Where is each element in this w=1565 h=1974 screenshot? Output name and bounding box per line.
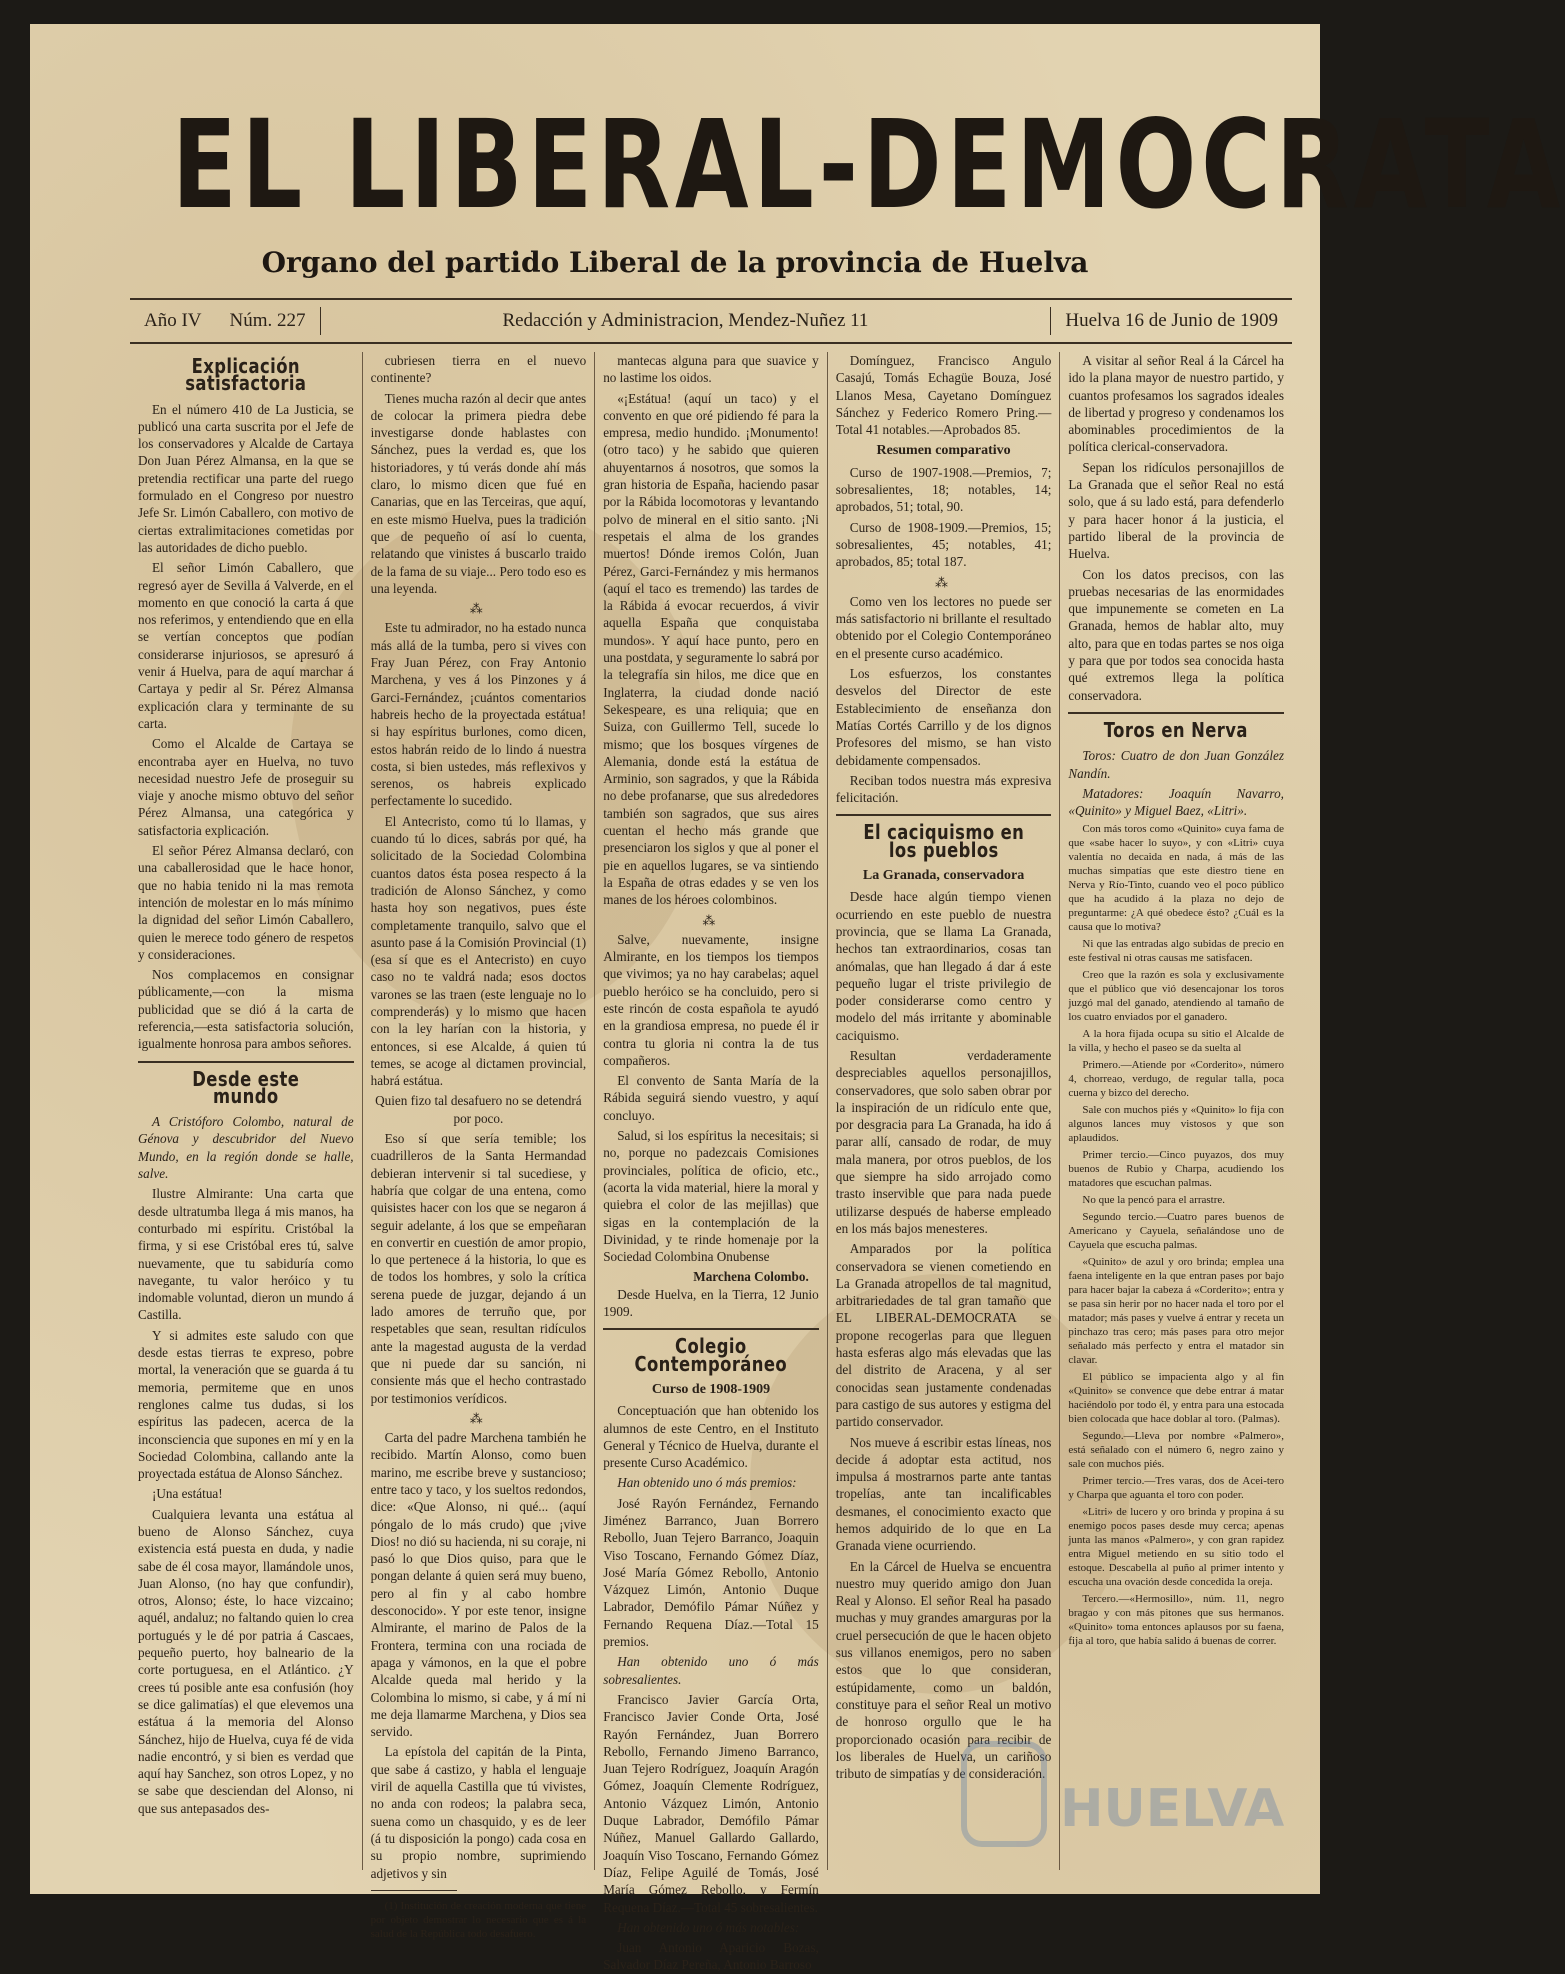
paragraph: Tienes mucha razón al decir que antes de colocar la primera piedra debe investigarse donde hablastes con Sánchez, pues la verdad es, que los historiadores, y tú verás donde ahí más claro, lo mismo dicen que fué en Canarias, que en las Terceiras, que aquí, en este mismo Huelva, pues la tradición que de pequeño oí así lo cuenta, relatando que vinistes á buscarlo traido de la fama de su viaje... Pero todo eso es una leyenda. [370,390,587,596]
newspaper-page [30,24,1565,1973]
paragraph: Tercero.—«Hermosillo», núm. 11, negro bragao y con más pitones que sus hermanos. «Quinito» toma entonces aplausos por su faena, fija al toro, que había salido á buenas de correr. [1068,1593,1284,1648]
column-3 [595,352,828,1973]
paragraph: Este tu admirador, no ha estado nunca más allá de la tumba, pero si vives con Fray Juan Pérez, con Fray Antonio Marchena, y ves á los Pinzones y á Garci-Fernández, ¡cuántos comentarios habreis hecho de la proyectada estátua! si hay espíritus burlones, como dicen, estos habrán reido de lo lindo á nuestra costa, si bien ustedes, más reflexivos y serenos, os habreis explicado perfectamente lo sucedido. [370,620,587,809]
paragraph: Desde Huelva, en la Tierra, 12 Junio 1909. [603,1286,819,1320]
paragraph: José Rayón Fernández, Fernando Jiménez Barranco, Juan Borrero Rebollo, Juan Tejero Barranco, Joaquin Viso Toscano, Fernando Gómez Díaz, José María Gómez Rebollo, Antonio Vázquez Limón, Antonio Duque Labrador, Demófilo Pámar Núñez y Fernando Requena Díaz.—Total 15 premios. [603,1495,819,1650]
paragraph: A la hora fijada ocupa su sitio el Alcalde de la villa, y hecho el paseo se da suelta al [1068,1028,1284,1055]
paragraph: Eso sí que sería temible; los cuadrilleros de la Santa Hermandad debieran intervenir si tal sucediese, y habría que colgar de una entena, como quisistes hacer con los que se negaron á seguir adelante, á los que se empeñaran en convertir en cuestión de amor propio, lo que pertenece á la historia, lo que es de todos los hombres, y solo la crítica serena puede de juzgar, dejando á un lado amores de terruño que, por respetables que sean, resultan ridículos ante la magestad augusta de la verdad que ni puede dar su sanción, ni consiente más que el hecho contrastado por testimonios verídicos. [370,1131,587,1406]
paragraph: A visitar al señor Real á la Cárcel ha ido la plana mayor de nuestro partido, y cuantos profesamos los sagrados ideales de libertad y progreso y condenamos los abominables procedimientos de la política clerical-conservadora. [1068,353,1284,455]
paragraph: Resultan verdaderamente despreciables aquellos personajillos, conservadores, que solo saben obrar por la inspiración de un ridículo ente que, por desgracia para La Granada, ha ido á parar allí, cansado de rodar, de muy mala manera, por otros pueblos, de los que siempre ha sido arrojado como trasto inservible que para nada puede utilizarse después de haberse empleado en los más bajos menesteres. [835,1047,1052,1236]
office-address: Redacción y Administracion, Mendez-Nuñez 11 [502,310,869,331]
paragraph: La epístola del capitán de la Pinta, que sabe á castizo, y habla el lenguaje viril de aquella Castilla que tú vivistes, no anda con rodeos; la palabra seca, suena como un chasquido, y es de leer (á tu disposición la pongo) cada cosa en su propio nombre, suprimiendo adjetivos y sin [370,1744,587,1881]
divider [130,342,1292,344]
paragraph: Segundo tercio.—Cuatro pares buenos de Americano y Cayuela, señalándose uno de Cayuela que escucha palmas. [1068,1211,1284,1252]
signature: Marchena Colombo. [693,1269,809,1285]
paragraph: Reciban todos nuestra más expresiva felicitación. [835,772,1052,806]
archive-watermark-logo [960,1734,1285,1854]
paragraph: cubriesen tierra en el nuevo continente? [370,353,587,386]
paragraph: Salve, nuevamente, insigne Almirante, en los tiempos los tiempos que vivimos; ya no hay carabelas; aquel pueblo heróico se ha concluido, pero si este rincón de costa española te ayudó en la grandiosa empresa, no puede él ir contra tu gloria ni contra la de tus compañeros. [603,931,819,1068]
paragraph: Ni que las entradas algo subidas de precio en este festival ni otras causas me satisfacen. [1068,938,1284,965]
article-headline: Colegio Contemporáneo [634,1334,788,1376]
issue-number: Núm. 227 [229,310,306,331]
paragraph: Domínguez, Francisco Angulo Casajú, Tomás Echagüe Bouza, José Llanos Mesa, Cayetano Domínguez Sánchez y Federico Romero Pring.—Total 41 notables.—Aprobados 85. [835,353,1052,438]
paragraph: Primer tercio.—Tres varas, dos de Acei-tero y Charpa que aguanta el toro con poder. [1068,1475,1284,1502]
paragraph: Creo que la razón es sola y exclusivamente que el público que vió desencajonar los toros juzgó mal del ganado, atendiendo al tamaño de los cuatro enviados por el ganadero. [1068,969,1284,1024]
paragraph: Cualquiera levanta una estátua al bueno de Alonso Sánchez, cuya existencia está puesta en duda, y nadie sabe de él cosa mayor, llamándole unos, Juan Alonso, (no hay que confundir), otros, Alonso; éste, lo hace vizcaino; aquél, andaluz; no faltando quien lo crea portugués y le dé por patria á Cascaes, pequeño puerto, hoy balneario de la corte portuguesa, en el Atlántico. ¿Y crees tú posible ante esa confusión (hoy se dice galimatías) el que elevemos una estátua á la memoria del Alonso Sánchez, hijo de Huelva, cuya fé de vida nadie encontró, y si bien es verdad que aquí hay Sanchez, son otros Lopez, y no se sabe que desciendan del Alonso, ni que sus antepasados des- [138,1506,354,1816]
paragraph: Como ven los lectores no puede ser más satisfactorio ni brillante el resultado obtenido por el Colegio Contemporáneo en el presente curso académico. [835,593,1052,661]
column-1 [130,352,363,1870]
divider [603,1328,819,1330]
paragraph: Segundo.—Lleva por nombre «Palmero», está señalado con el número 6, negro zaino y sale con muchos piés. [1068,1430,1284,1471]
section-ornament: ⁂ [702,912,720,928]
paragraph: Ilustre Almirante: Una carta que desde ultratumba llega á mis manos, ha conturbado mi espíritu. Cristóbal la firma, y si ese Cristóbal eres tú, salve nuevamente, que tu sabiduría como navegante, tu valor heróico y tu indomable voluntad, dieron un mundo á Castilla. [138,1186,354,1323]
section-subhead: Curso de 1908-1909 [651,1381,771,1397]
article-headline: Toros en Nerva [1104,717,1249,742]
column-2 [363,352,596,1940]
list-label: Han obtenido uno ó más sobresalientes. [603,1654,819,1687]
divider [138,1061,354,1063]
paragraph: ¡Una estátua! [152,1486,223,1502]
paragraph: Y si admites este saludo con que desde estas tierras te expreso, pobre mortal, la veneración que se guarda á tu memoria, permiteme que en unos renglones calme tus dudas, si los espíritus las padecen, acerca de la inconsciencia que supones en mí y en la Sociedad Colombina, callando ante la proyectada estátua de Alonso Sánchez. [138,1327,354,1482]
paragraph: En el número 410 de La Justicia, se publicó una carta suscrita por el Jefe de los conservadores y Alcalde de Cartaya Don Juan Pérez Almansa, en la que se pretendia rectificar una parte del ruego formulado en el Congreso por nuestro Jefe Sr. Limón Caballero, con motivo de ciertas extralimitaciones cometidas por las autoridades de dicho pueblo. [138,401,354,555]
watermark-text: HUELVA [1060,1779,1285,1839]
newspaper-title: EL LIBERAL-DEMOCRATA [171,94,1565,236]
column-4 [828,352,1061,1870]
list-label: Han obtenido uno ó más notables: [617,1919,800,1935]
paragraph: Nos complacemos en consignar públicamente,—con la misma publicidad que se dió á la carta de referencia,—esta satisfactoria solución, igualmente honrosa para ambos señores. [138,967,354,1052]
paragraph: Francisco Javier García Orta, Francisco Javier Conde Orta, José Rayón Fernández, Juan Borrero Rebollo, Fernando Jimeno Barranco, Juan Tejero Rodríguez, Joaquín Aragón Gómez, Joaquín Clemente Rodríguez, Antonio Vázquez Limón, Antonio Duque Labrador, Demófilo Pámar Núñez, Manuel Gallardo Gallardo, Joaquín Viso Toscano, Fernando Gómez Díaz, Felipe Aguilé de Tomás, José María Gómez Rebollo, y Fermín Requena Díaz.—Total 45 sobresalientes. [603,1691,819,1915]
paragraph: Primero.—Atiende por «Corderito», número 4, chorreao, verdugo, de regular talla, poca cuerna y bizco del derecho. [1068,1059,1284,1100]
paragraph: «Litri» de lucero y oro brinda y propina á su enemigo pocos pases desde muy cerca; apenas junta las manos «Palmero», y con gran rapidez entra Miguel metiendo en su sitio todo el estoque. Descabella al puño al primer intento y escucha una ovación desde concedida la oreja. [1068,1506,1284,1589]
paragraph: Como el Alcalde de Cartaya se encontraba ayer en Huelva, no tuvo necesidad nuestro Jefe de proseguir su viaje y anoche mismo obtuvo del señor Pérez Almansa, una categórica y satisfactoria explicación. [138,736,354,838]
paragraph: Curso de 1908-1909.—Premios, 15; sobresalientes, 45; notables, 41; aprobados, 85; total 187. [835,519,1052,570]
section-ornament: ⁂ [469,1410,487,1426]
newspaper-subtitle: Organo del partido Liberal de la provincia de Huelva [261,246,1089,279]
section-subhead: Resumen comparativo [876,443,1011,459]
issue-year: Año IV [144,310,202,331]
paragraph: Salud, si los espíritus la necesitais; si no, porque no padezcais Comisiones provinciales, política de oficio, etc., (acorta la vida material, hiere la moral y quiebra el color de las mejillas) que sigas en la contemplación de la Divinidad, y te rinde homenaje por la Sociedad Colombina Onubense [603,1128,819,1265]
paragraph: Toros: Cuatro de don Juan González Nandín. [1068,748,1284,781]
paragraph: Conceptuación que han obtenido los alumnos de este Centro, en el Instituto General y Técnico de Huelva, durante el presente Curso Académico. [603,1403,819,1471]
paragraph: Juan Antonio Aparicio Bozas, Salvador Díaz Pereña, Antonio Barroso [603,1940,819,1973]
list-label: Han obtenido uno ó más premios: [617,1475,797,1491]
paragraph: El público se impacienta algo y al fin «Quinito» se convence que debe entrar á matar haciéndolo por todo él, y entra para una estocada bien colocada que hace doblar al toro. (Palmas). [1068,1371,1284,1426]
divider [130,298,1292,300]
paragraph: Sale con muchos piés y «Quinito» lo fija con algunos lances muy vistosos y que son aplaudidos. [1068,1104,1284,1145]
article-headline: Desde este mundo [192,1066,300,1108]
paragraph: Carta del padre Marchena también he recibido. Martín Alonso, como buen marino, me escribe breve y sustancioso; entre taco y taco, y los sueltos redondos, dice: «Que Alonso, ni qué... (aquí póngalo de lo más crudo) que ¡vive Dios! no dió su hacienda, ni su coraje, ni pasó lo que Dios quiso, para que le pongan delante á quien será muy bueno, pero al fin y al cabo hombre desconocido». Y por este tenor, insigne Almirante, el marino de Palos de la Frontera, termina con una rociada de apaga y vámonos, en la que el pobre Alcalde queda mal herido y la Colombina lo mismo, si cabe, y á mí ni me deja llamarme Marchena, y Dios sea servido. [370,1430,587,1740]
paragraph: Desde hace algún tiempo vienen ocurriendo en este pueblo de nuestra provincia, que se llama La Granada, hechos tan extraordinarios, cosas tan anómalas, que han llegado á dar á este pequeño lugar el triste privilegio de poder considerarse como centro y modelo del más irritante y abominable caciquismo. [835,889,1052,1043]
paragraph: «Quinito» de azul y oro brinda; emplea una faena inteligente en la que entran pases por bajo para hacer bajar la cabeza á «Corderito»; entra y se pasa sin herir por no hacer nada el toro por el matador; más pases y vuelve á entrar y receta un pinchazo tras cero; más pases para otro mejor señalado más perfecto y entra el matador sin clavar. [1068,1256,1284,1367]
paragraph: mantecas alguna para que suavice y no lastime los oidos. [603,353,819,386]
paragraph: Quien fizo tal desafuero no se detendrá por poco. [375,1093,582,1126]
issue-info-bar [130,304,1292,338]
issue-date: Huelva 16 de Junio de 1909 [1065,310,1278,331]
footnote: (1) Institución de creación moderna que tiene por objeto demostrar lo necesario que es á la salud de la República todo desafuero. [370,1899,587,1940]
divider [1068,712,1284,714]
paragraph: El señor Pérez Almansa declaró, con una caballerosidad que le hace honor, que no habia tenido ni la mas remota intención de molestar en lo más mínimo la dignidad del señor Limón Caballero, quien le merece todo género de respetos y consideraciones. [138,843,354,962]
article-headline: El caciquismo en los pueblos [863,820,1025,862]
paragraph: El señor Limón Caballero, que regresó ayer de Sevilla á Valverde, en el momento en que conoció la carta á que nos referimos, y entendiendo que en ella se vertían conceptos que podían considerarse injuriosos, se apresuró á venir á Huelva, para de aquí marchar á Cartaya y pedir al Sr. Pérez Almansa explicación clara y terminante de su carta. [138,560,354,731]
paragraph: Curso de 1907-1908.—Premios, 7; sobresalientes, 18; notables, 14; aprobados, 51; total, 90. [835,464,1052,515]
divider [371,1890,457,1891]
paragraph: Sepan los ridículos personajillos de La Granada que el señor Real no está solo, que á su lado está, para defenderlo y para hacer honor á la justicia, el partido liberal de la provincia de Huelva. [1068,459,1284,562]
article-columns [130,352,1292,1973]
paragraph: En la Cárcel de Huelva se encuentra nuestro muy querido amigo don Juan Real y Alonso. El señor Real ha pasado muchas y muy grandes amarguras por la cruel persecución de que le hacen objeto sus villanos enemigos, pero no saben estos que lo que consideran, estúpidamente, como un baldón, constituye para el señor Real un motivo de honroso orgullo que le ha proporcionado ocasión para recibir de los liberales de Huelva, un cariñoso tributo de simpatías y de consideración. [835,1558,1052,1782]
article-headline: Explicación satisfactoria [185,354,307,396]
paragraph: El convento de Santa María de la Rábida seguirá siendo vuestro, y aquí concluyo. [603,1073,819,1123]
section-ornament: ⁂ [934,574,953,590]
paragraph: Con más toros como «Quinito» cuya fama de que «sabe hacer lo suyo», y con «Litri» cuya valentía no decaida en nada, á más de las muchas simpatías que este diestro tiene en Nerva y Río-Tinto, cuando veo el poco público que ha acudido á la plaza no dejo de preguntarme: ¿A qué obedece ésto? ¿Cuál es la causa que lo motiva? [1068,823,1284,934]
paragraph: El Antecristo, como tú lo llamas, y cuando tú lo dices, sabrás por qué, ha solicitado de la Sociedad Colombina cuantos datos ésta posea respecto á la tradición de Alonso Sánchez, y como hasta hoy son negativos, pues éste completamente tranquilo, salvo que el asunto pase á la Comisión Provincial (1) (esa sí que es el Antecristo) en cuyo caso no te valdrá nada; esos doctos varones se las traen (este lenguaje no lo comprenderás) y lo mismo que hacen con la ley harían con la historia, y entonces, si ese Alcalde, á quien tú temes, se acoge al dictamen provincial, habrá estátua. [370,813,587,1089]
paragraph: Nos mueve á escribir estas líneas, nos decide á adoptar esta actitud, nos impulsa á mostrarnos parte ante tantas tropelías, ante tan incalificables desmanes, el conocimiento exacto que hemos adquirido de lo que en La Granada viene ocurriendo. [835,1434,1052,1554]
paragraph: Amparados por la política conservadora se vienen cometiendo en La Granada atropellos de tal magnitud, arbitrariedades de tal gran tamaño que EL LIBERAL-DEMOCRATA se propone recogerlas para que lleguen hasta esferas algo más elevadas que las del distrito de Aracena, y al ser conocidas sean justamente condenadas para castigo de sus autores y estigma del partido conservador. [835,1241,1052,1430]
paragraph: No que la pencó para el arrastre. [1082,1194,1225,1207]
paragraph: Con los datos precisos, con las pruebas necesarias de las enormidades que impunemente se cometen en La Granada, hemos de hablar alto, muy alto, para que en todas partes se nos oiga y para que por todos sea conocida hasta qué extremos llega la política conservadora. [1068,566,1284,703]
column-5 [1060,352,1292,1870]
paragraph: Matadores: Joaquín Navarro, «Quinito» y Miguel Baez, «Litri». [1068,785,1284,819]
divider [836,814,1052,816]
paragraph: Primer tercio.—Cinco puyazos, dos muy buenos de Rubio y Charpa, acudiendo los matadores que escuchan palmas. [1068,1149,1284,1190]
section-ornament: ⁂ [469,601,487,617]
paragraph: «¡Estátua! (aquí un taco) y el convento en que oré pidiendo fé para la empresa, medio hundido. ¡Monumento! (otro taco) y he sabido que quieren ahuyentarnos á nosotros, que somos la gran historia de España, haciendo pasar por la Rábida locomotoras y levantando polvo de mineral en el sitio santo. ¡Ni respetais el alma de los grandes muertos! Dónde iremos Colón, Juan Pérez, Garci-Fernández y mis hermanos (aquí el taco es tremendo) las tardes de la Rábida á evocar recuerdos, á vivir aquella España que conquistaba mundos». Y aquí hace punto, pero en una postdata, y seguramente lo sabrá por la telegrafía sin hilos, me dice que en Inglaterra, la ciudad donde nació Sekespeare, es una reliquia; que en Suiza, con Guillermo Tell, sucede lo mismo; que los bosques vírgenes de Alemania, donde está la estátua de Arminio, son sagrados, y que la Rábida no debe profanarse, que sus alrededores también son sagrados, que sus aires cuentan el hecho más grande que presenciaron los siglos y que al poner el pie en aquellos lugares, se va sintiendo la España de otras edades y se ven los manes de los héroes colombinos. [603,390,819,908]
paragraph: Los esfuerzos, los constantes desvelos del Director de este Establecimiento de enseñanza don Matías Cortés Carrillo y de los dignos Profesores del mismo, se han visto debidamente compensados. [835,666,1052,768]
section-subhead: La Granada, conservadora [862,868,1025,884]
dedication: A Cristóforo Colombo, natural de Génova y descubridor del Nuevo Mundo, en la región donde se halle, salve. [138,1114,354,1182]
